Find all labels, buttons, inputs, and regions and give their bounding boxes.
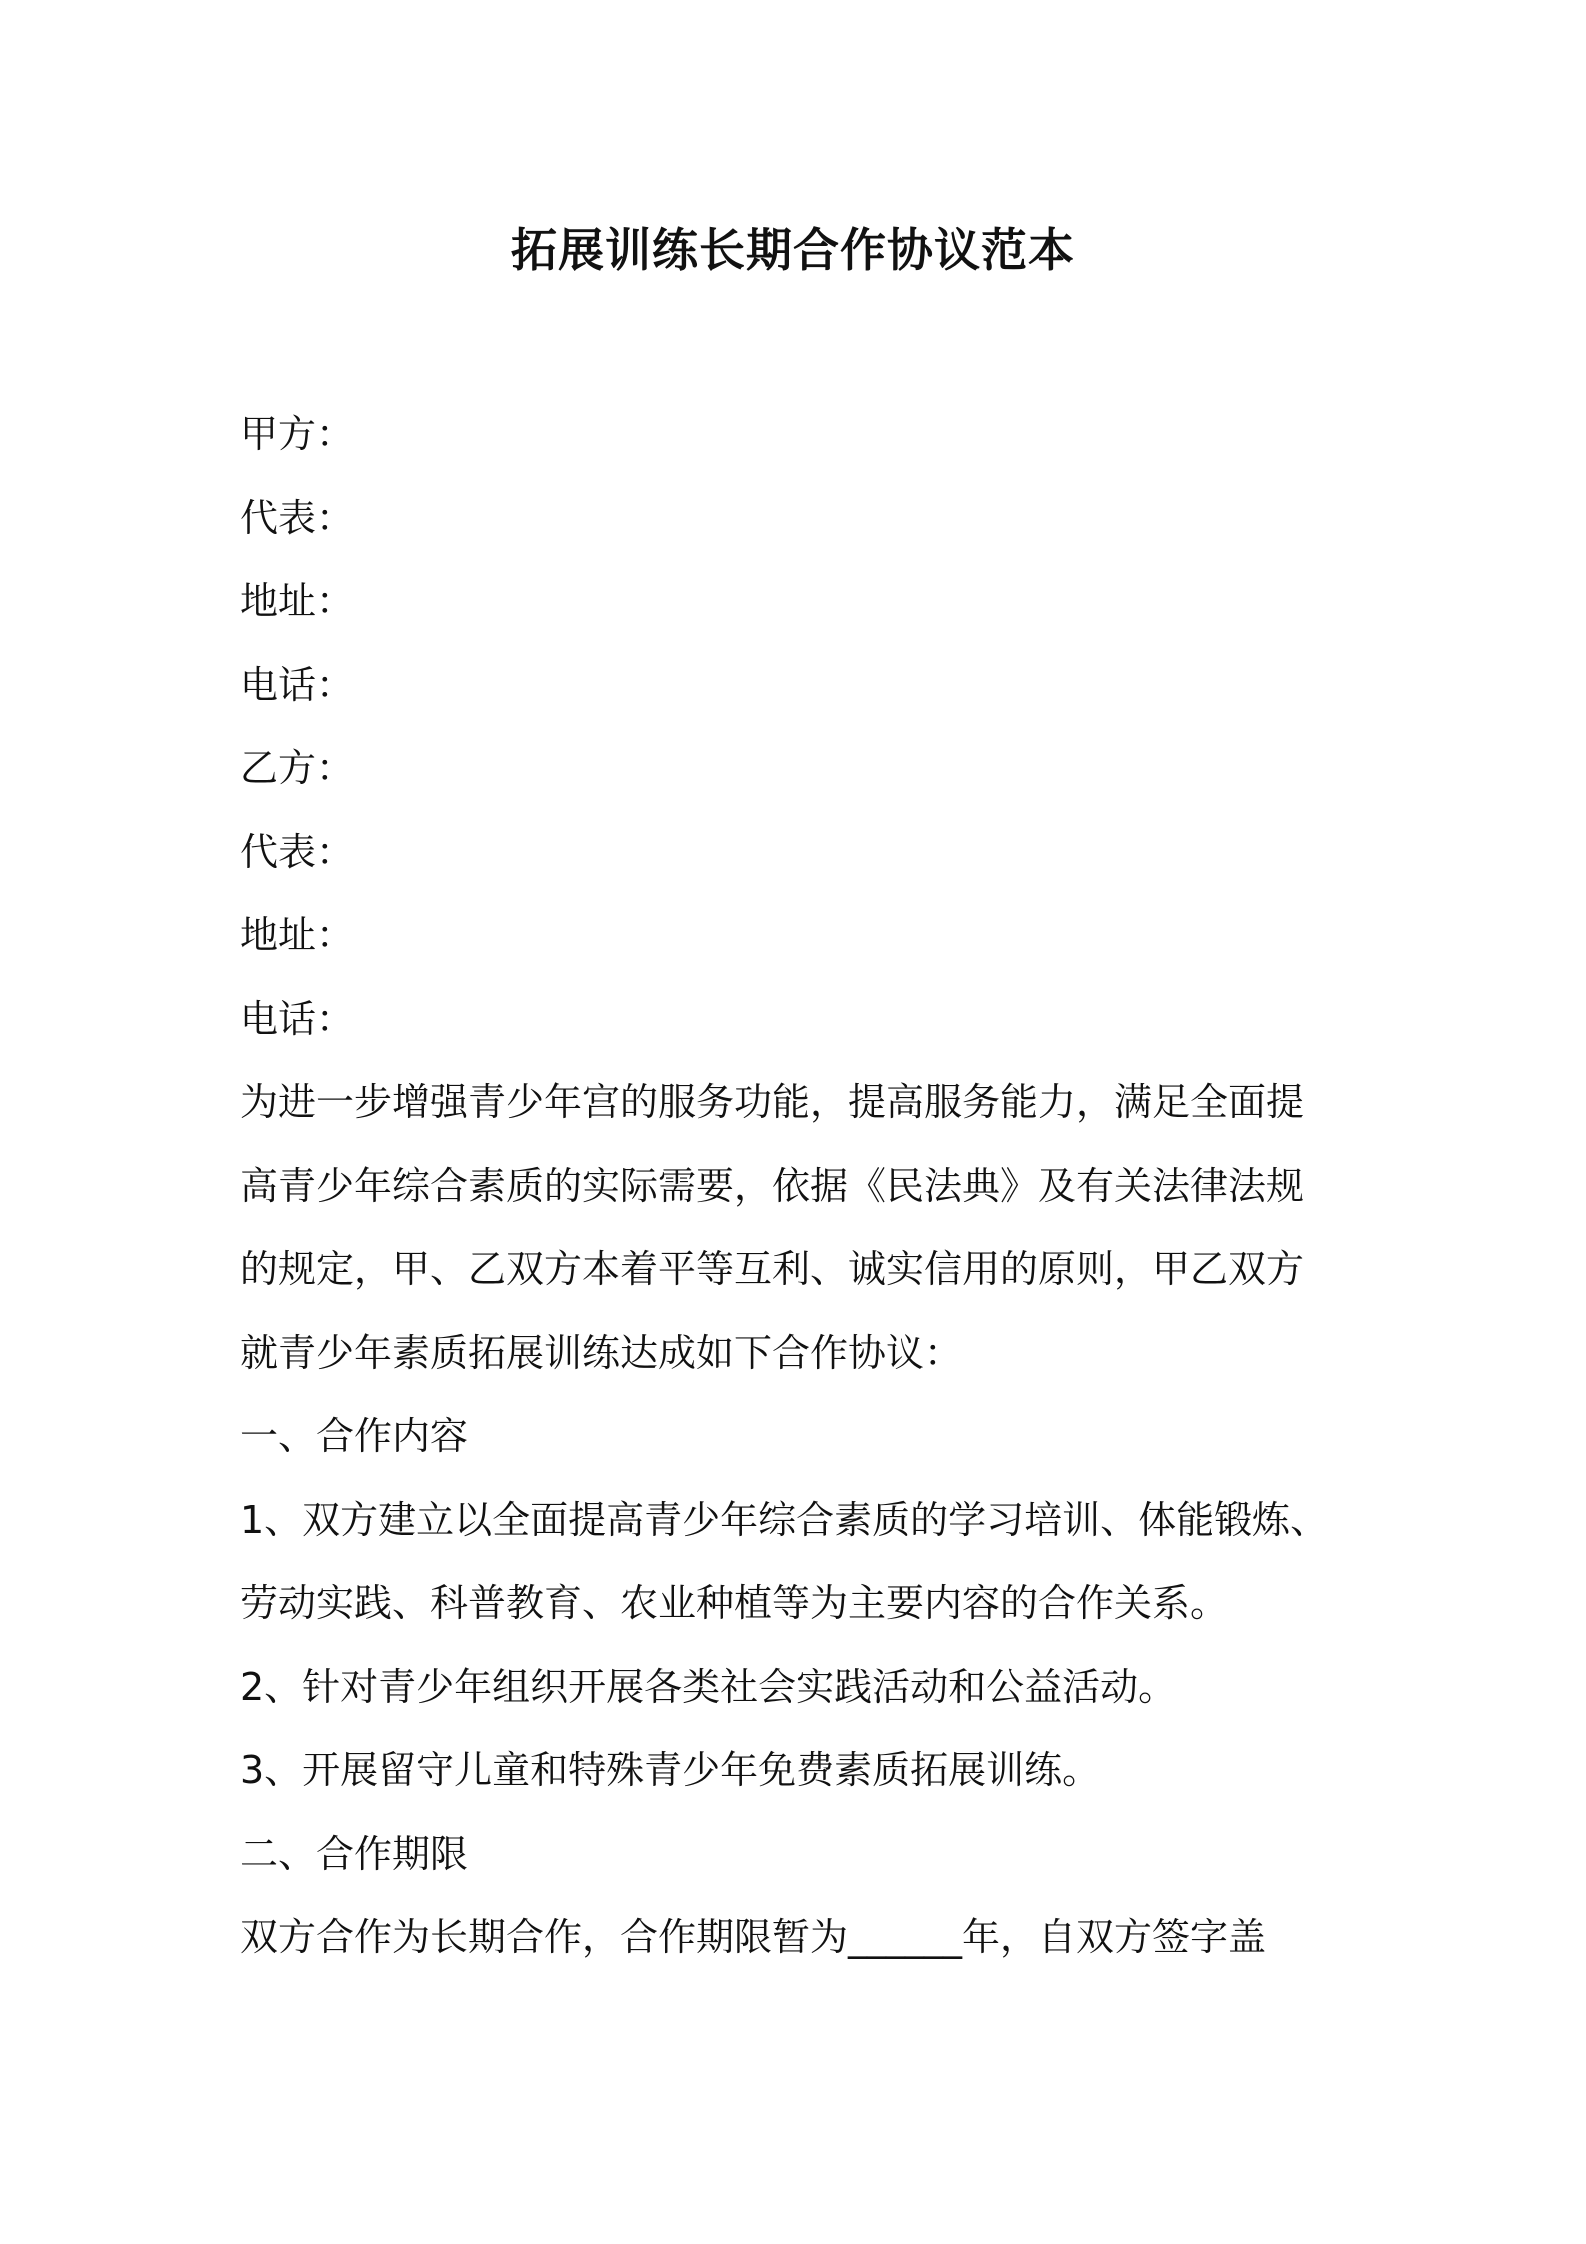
- cooperation-term-text: 双方合作为长期合作，合作期限暂为______年，自双方签字盖: [240, 1915, 1267, 1959]
- preamble-line: 的规定，甲、乙双方本着平等互利、诚实信用的原则，甲乙双方: [240, 1247, 1305, 1291]
- party-b-name-label: 乙方：: [240, 746, 355, 790]
- party-a-name-label: 甲方：: [240, 412, 355, 456]
- preamble-line: 就青少年素质拓展训练达成如下合作协议：: [240, 1330, 963, 1375]
- document-body: [240, 402, 1390, 1989]
- party-a-phone-label: 电话：: [240, 662, 355, 707]
- cooperation-item-line: 劳动实践、科普教育、农业种植等为主要内容的合作关系。: [240, 1581, 1229, 1625]
- party-a-representative-label: 代表：: [240, 495, 355, 540]
- cooperation-item-line: 1、双方建立以全面提高青少年综合素质的学习培训、体能锻炼、: [240, 1497, 1329, 1542]
- preamble-line: 为进一步增强青少年宫的服务功能，提高服务能力，满足全面提: [240, 1080, 1305, 1124]
- section-heading-cooperation-content: 一、合作内容: [240, 1414, 469, 1458]
- party-b-address-label: 地址：: [240, 913, 355, 957]
- cooperation-item-line: 3、开展留守儿童和特殊青少年免费素质拓展训练。: [240, 1748, 1101, 1792]
- cooperation-item-line: 2、针对青少年组织开展各类社会实践活动和公益活动。: [240, 1664, 1177, 1709]
- preamble-line: 高青少年综合素质的实际需要，依据《民法典》及有关法律法规: [240, 1163, 1305, 1208]
- document-title: 拓展训练长期合作协议范本: [511, 223, 1075, 277]
- party-b-phone-label: 电话：: [240, 996, 355, 1041]
- section-heading-cooperation-term: 二、合作期限: [240, 1831, 469, 1876]
- party-a-address-label: 地址：: [240, 579, 355, 623]
- party-b-representative-label: 代表：: [240, 829, 355, 874]
